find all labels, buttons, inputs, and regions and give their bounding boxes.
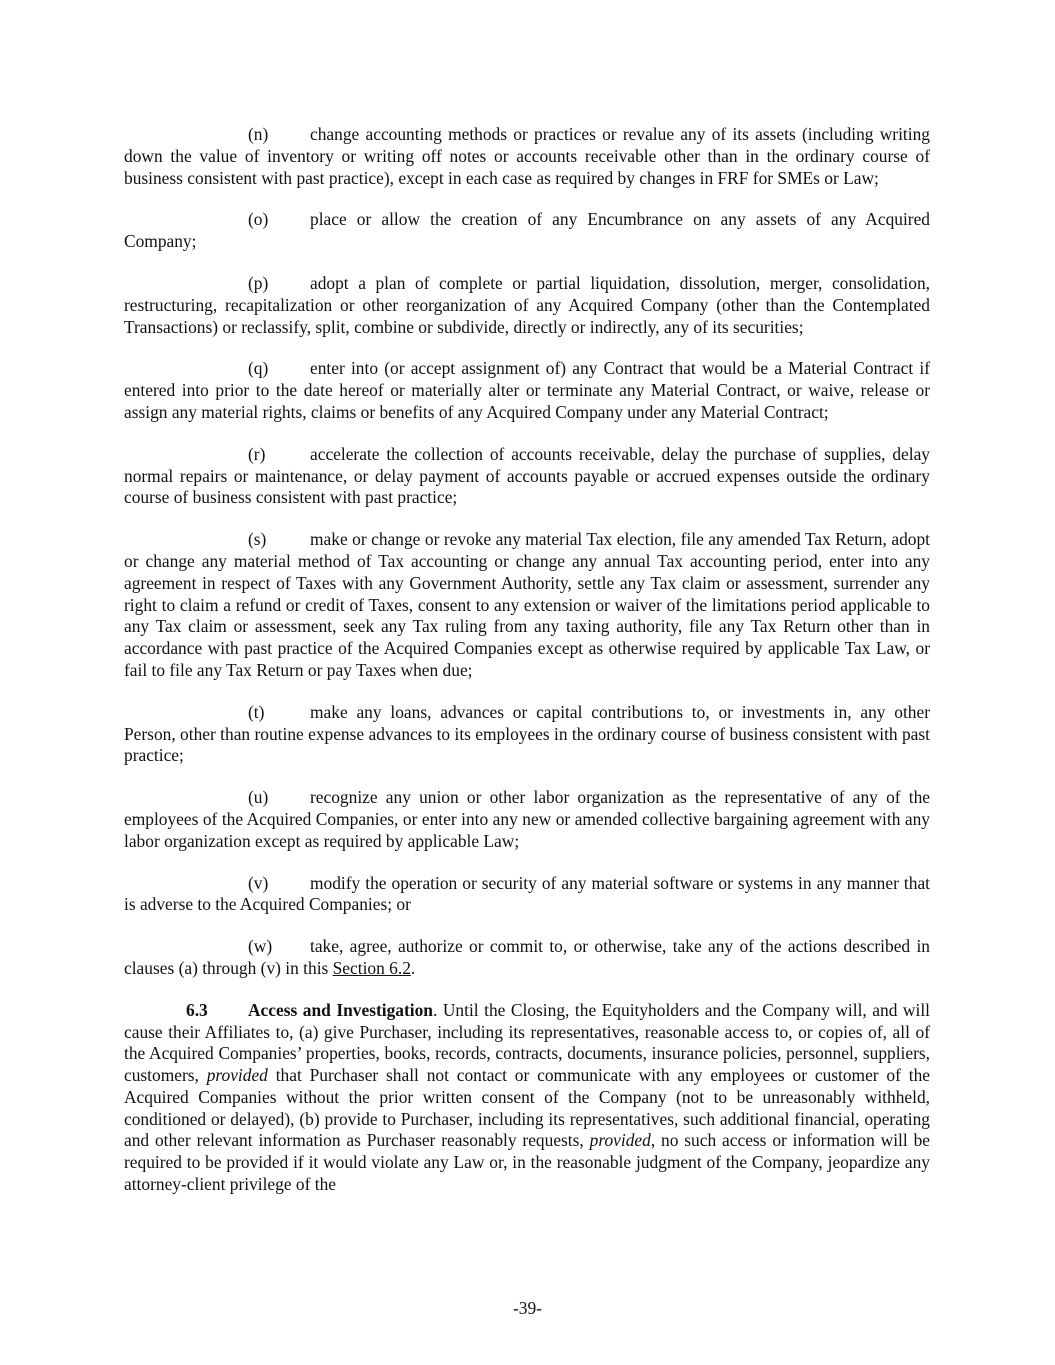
clause-p [124, 273, 930, 338]
clause-text: make or change or revoke any material Tax election, file any amended Tax Return, adopt or change any material method of Tax accounting or change any annual Tax accounting period, enter into any agreement in respect of Taxes with any Government Authority, settle any Tax claim or assessment, surrender any right to claim a refund or credit of Taxes, consent to any extension or waiver of the limitations period applicable to any Tax claim or assessment, seek any Tax ruling from any taxing authority, file any Tax Return other than in accordance with past practice of the Acquired Companies except as otherwise required by applicable Tax Law, or fail to file any Tax Return or pay Taxes when due; [124, 529, 930, 680]
clause-text: modify the operation or security of any material software or systems in any manner that is adverse to the Acquired Companies; or [124, 872, 930, 915]
document-body [124, 124, 930, 1196]
clause-label: (s) [248, 529, 267, 550]
clause-list [124, 124, 930, 980]
clause-n [124, 124, 930, 189]
clause-label: (q) [248, 358, 269, 379]
clause-label: (u) [248, 787, 269, 808]
clause-w [124, 936, 930, 980]
clause-text: enter into (or accept assignment of) any Contract that would be a Material Contract if entered into prior to the date hereof or materially alter or terminate any Material Contract, or waive, release or assign any material rights, claims or benefits of any Acquired Company under any Material Contract; [124, 358, 930, 422]
clause-text: adopt a plan of complete or partial liquidation, dissolution, merger, consolidation, restructuring, recapitalization or other reorganization of any Acquired Company (other than the Contemplated Transactions) or reclassify, split, combine or subdivide, directly or indirectly, any of its securities; [124, 272, 930, 337]
clause-v [124, 873, 930, 917]
clause-label: (p) [248, 272, 269, 293]
clause-label: (t) [248, 701, 265, 722]
clause-o [124, 209, 930, 253]
clause-text: change accounting methods or practices or revalue any of its assets (including writing down the value of inventory or writing off notes or accounts receivable other than in the ordinary course of business consistent with past practice), except in each case as required by changes in FRF for SMEs or Law; [124, 124, 930, 188]
clause-label: (r) [248, 443, 266, 464]
section-emphasis: provided [206, 1065, 268, 1086]
section-emphasis: provided [589, 1130, 651, 1151]
clause-text: accelerate the collection of accounts receivable, delay the purchase of supplies, delay normal repairs or maintenance, or delay payment of accounts payable or accrued expenses outside the ordinary course of business consistent with past practice; [124, 443, 930, 508]
section-reference: Section 6.2 [332, 957, 411, 978]
clause-text: take, agree, authorize or commit to, or otherwise, take any of the actions described in clauses (a) through (v) in this [124, 936, 930, 978]
clause-label: (n) [248, 124, 269, 144]
clause-r [124, 444, 930, 509]
clause-s [124, 529, 930, 682]
clause-q [124, 358, 930, 423]
section-text: that Purchaser shall not contact or communicate with any employees or customer of the Acquired Companies without the prior written consent of the Company (not to be unreasonably withheld, conditioned or delayed), (b) provide to Purchaser, including its representatives, such additional financial, operating and other relevant information as Purchaser reasonably requests, [124, 1065, 930, 1151]
clause-text: place or allow the creation of any Encumbrance on any assets of any Acquired Company; [124, 209, 930, 252]
page-number: -39- [513, 1298, 542, 1318]
section-text: , no such access or information will be required to be provided if it would violate any Law or, in the reasonable judgment of the Company, jeopardize any attorney-client privilege of the [124, 1130, 930, 1195]
clause-label: (w) [248, 936, 273, 957]
section-text: . Until the Closing, the Equityholders and the Company will, and will cause their Affiliates to, (a) give Purchaser, including its representatives, reasonable access to, or copies of, all of the Acquired Companies’ properties, books, records, contracts, documents, insurance policies, personnel, suppliers, customers, [124, 999, 930, 1086]
clause-u [124, 787, 930, 852]
clause-t [124, 702, 930, 767]
clause-text: make any loans, advances or capital contributions to, or investments in, any other Person, other than routine expense advances to its employees in the ordinary course of business consistent with past practice; [124, 701, 930, 766]
section-6-3 [124, 1000, 930, 1196]
clause-end: . [410, 957, 416, 978]
section-title: Access and Investigation [248, 999, 433, 1020]
clause-label: (o) [248, 209, 269, 230]
clause-text: recognize any union or other labor organization as the representative of any of the employees of the Acquired Companies, or enter into any new or amended collective bargaining agreement with any labor organization except as required by applicable Law; [124, 787, 930, 851]
section-number: 6.3 [186, 999, 208, 1020]
clause-label: (v) [248, 872, 269, 893]
